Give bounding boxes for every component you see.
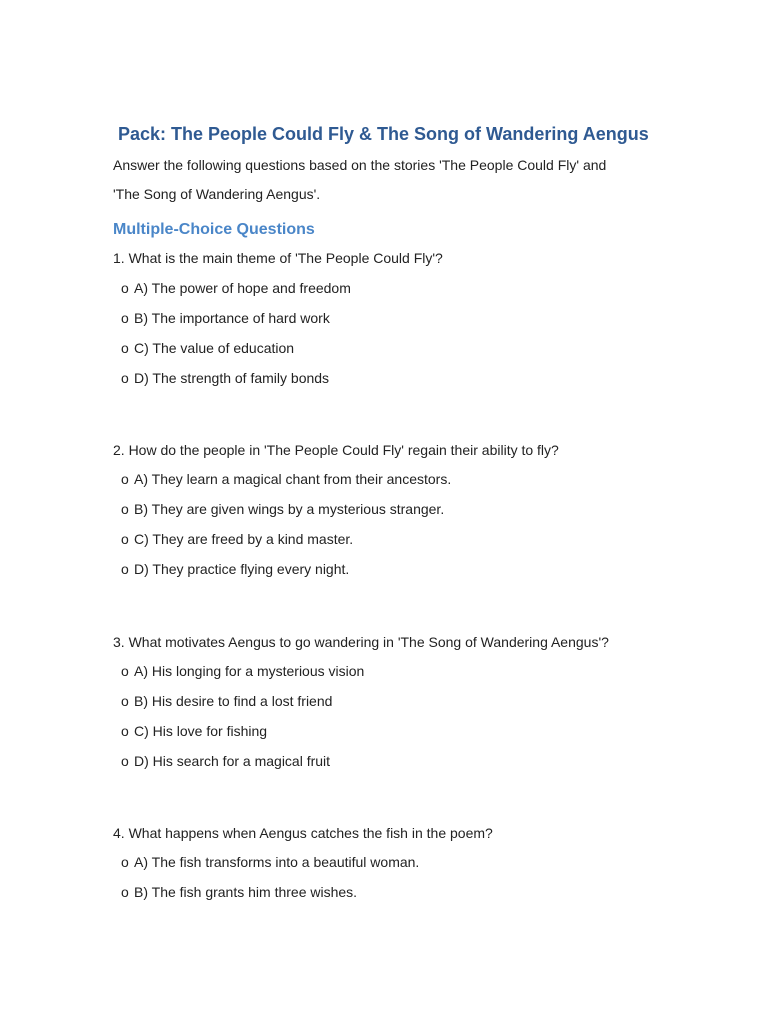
option-item	[121, 751, 364, 781]
option-item	[121, 278, 351, 308]
instructions-line-2: 'The Song of Wandering Aengus'.	[113, 186, 321, 202]
option-text: B) The importance of hard work	[134, 310, 330, 326]
document-title: Pack: The People Could Fly & The Song of Wandering Aengus	[118, 124, 649, 144]
bullet-marker: o	[121, 501, 129, 517]
bullet-marker: o	[121, 884, 129, 900]
bullet-marker: o	[121, 471, 129, 487]
option-item	[121, 691, 364, 721]
bullet-marker: o	[121, 561, 129, 577]
option-text: D) They practice flying every night.	[134, 561, 350, 577]
instructions	[113, 151, 673, 209]
option-item	[121, 852, 419, 882]
option-text: D) His search for a magical fruit	[134, 753, 331, 769]
question-4-options	[121, 852, 419, 912]
question-3: 3. What motivates Aengus to go wandering in 'The Song of Wandering Aengus'?	[113, 634, 609, 650]
option-text: A) The power of hope and freedom	[134, 280, 351, 296]
option-item	[121, 338, 351, 368]
bullet-marker: o	[121, 753, 129, 769]
bullet-marker: o	[121, 723, 129, 739]
option-text: B) The fish grants him three wishes.	[134, 884, 358, 900]
bullet-marker: o	[121, 531, 129, 547]
question-1-options	[121, 278, 351, 398]
option-text: A) His longing for a mysterious vision	[134, 663, 365, 679]
question-2-options	[121, 469, 451, 589]
option-item	[121, 469, 451, 499]
question-3-options	[121, 661, 364, 781]
question-2: 2. How do the people in 'The People Could Fly' regain their ability to fly?	[113, 442, 559, 458]
option-item	[121, 661, 364, 691]
option-text: C) The value of education	[134, 340, 295, 356]
instructions-line-1: Answer the following questions based on the stories 'The People Could Fly' and	[113, 157, 607, 173]
bullet-marker: o	[121, 854, 129, 870]
option-item	[121, 721, 364, 751]
option-text: D) The strength of family bonds	[134, 370, 330, 386]
option-item	[121, 368, 351, 398]
option-text: A) They learn a magical chant from their ancestors.	[134, 471, 452, 487]
option-text: B) His desire to find a lost friend	[134, 693, 333, 709]
bullet-marker: o	[121, 693, 129, 709]
question-4: 4. What happens when Aengus catches the fish in the poem?	[113, 825, 493, 841]
option-text: B) They are given wings by a mysterious stranger.	[134, 501, 445, 517]
option-text: A) The fish transforms into a beautiful woman.	[134, 854, 420, 870]
option-item	[121, 559, 451, 589]
option-text: C) His love for fishing	[134, 723, 268, 739]
bullet-marker: o	[121, 280, 129, 296]
option-text: C) They are freed by a kind master.	[134, 531, 354, 547]
option-item	[121, 499, 451, 529]
option-item	[121, 529, 451, 559]
question-1: 1. What is the main theme of 'The People Could Fly'?	[113, 250, 443, 266]
section-heading-multiple-choice: Multiple-Choice Questions	[113, 221, 315, 238]
option-item	[121, 882, 419, 912]
bullet-marker: o	[121, 340, 129, 356]
bullet-marker: o	[121, 663, 129, 679]
bullet-marker: o	[121, 370, 129, 386]
bullet-marker: o	[121, 310, 129, 326]
option-item	[121, 308, 351, 338]
